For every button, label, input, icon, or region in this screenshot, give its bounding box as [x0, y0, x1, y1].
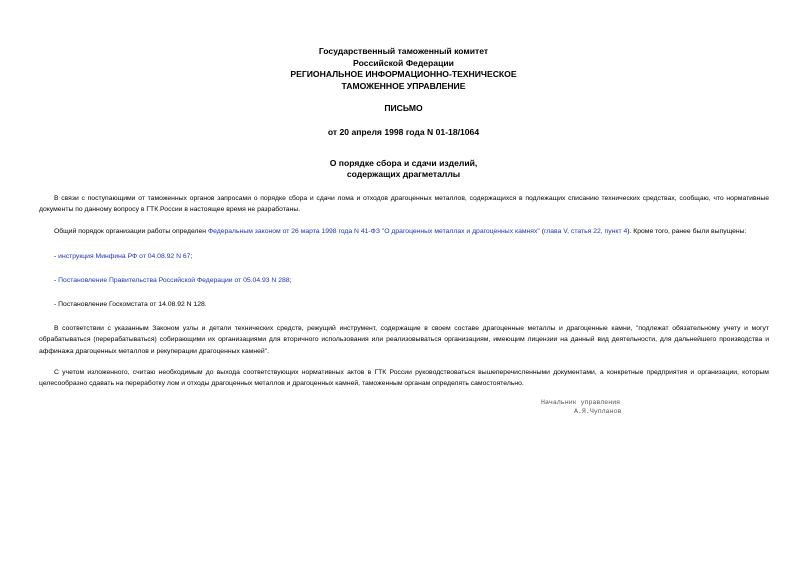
signatory-name: А.Я.Чупланов	[574, 407, 622, 415]
signature-block	[541, 399, 621, 416]
list-item-prefix: -	[54, 252, 59, 260]
document-type: ПИСЬМО	[384, 103, 423, 114]
paragraph-4: С учетом изложенного, считаю необходимым до выхода соответствующих нормативных актов в ГТК России руководствоваться вышеперечисленными документами, а конкретные предприятия и организации, которым целесообразно сдавать на переработку лом и отходы драгоценных металлов и драгоценных камней, таможенным органам определять самостоятельно.	[39, 368, 769, 388]
paragraph-1: В связи с поступающими от таможенных органов запросами о порядке сбора и сдачи лома и отходов драгоценных металлов, содержащихся в подлежащих списанию технических средствах, сообщаю, что нормативные документы по данному вопросу в ГТК России в настоящее время не разработаны.	[39, 195, 769, 214]
document-subject-line-1: О порядке сбора и сдачи изделий,	[329, 157, 478, 168]
issuer-line-3: РЕГИОНАЛЬНОЕ ИНФОРМАЦИОННО-ТЕХНИЧЕСКОЕ	[290, 69, 517, 80]
federal-law-link[interactable]: Федеральным законом от 26 марта 1998 года N 41-ФЗ "О драгоценных металлах и драгоценных камнях"	[207, 228, 540, 236]
list-item-prefix: -	[54, 276, 59, 284]
minfin-instruction-link[interactable]: инструкция Минфина РФ от 04.08.92 N 67	[58, 252, 191, 260]
paragraph-2-text-end: ). Кроме того, ранее были выпущены:	[627, 228, 747, 236]
list-item-suffix: ;	[190, 252, 193, 260]
list-item-suffix: ;	[289, 276, 292, 284]
issuer-line-2: Российской Федерации	[353, 57, 454, 68]
document-subject-line-2: содержащих драгметаллы	[346, 169, 461, 180]
document-header	[0, 46, 807, 181]
list-item: - Постановление Госкомстата от 14.08.92 N 128.	[54, 301, 207, 309]
list-item	[39, 275, 769, 286]
paragraph-2-text-start: Общий порядок организации работы определен	[54, 228, 208, 236]
chapter-article-link[interactable]: глава V, статья 22, пункт 4	[543, 228, 628, 236]
paragraph-2-text-middle: (	[539, 228, 544, 236]
paragraph-3: В соответствии с указанным Законом узлы и детали технических средств, режущий инструмент, содержащие в своем составе драгоценные металлы и драгоценные камни, "подлежат обязательному учету и могут обрабатываться (перерабатываться) собирающими их организациями для вторичного использования или реализовываться организациям, имеющим лицензии на данный вид деятельности, для дальнейшего производства и аффинажа драгоценных металлов и рекуперации драгоценных камней".	[39, 325, 769, 355]
issuer-line-4: ТАМОЖЕННОЕ УПРАВЛЕНИЕ	[341, 80, 466, 91]
document-body	[39, 193, 769, 389]
document-date-number: от 20 апреля 1998 года N 01-18/1064	[327, 126, 480, 137]
issuer-line-1: Государственный таможенный комитет	[318, 46, 489, 56]
signatory-title: Начальник управления	[541, 399, 621, 406]
paragraph-2	[39, 226, 769, 237]
list-item	[39, 251, 769, 262]
government-decree-link[interactable]: Постановление Правительства Российской Федерации от 05.04.93 N 288	[58, 276, 290, 284]
